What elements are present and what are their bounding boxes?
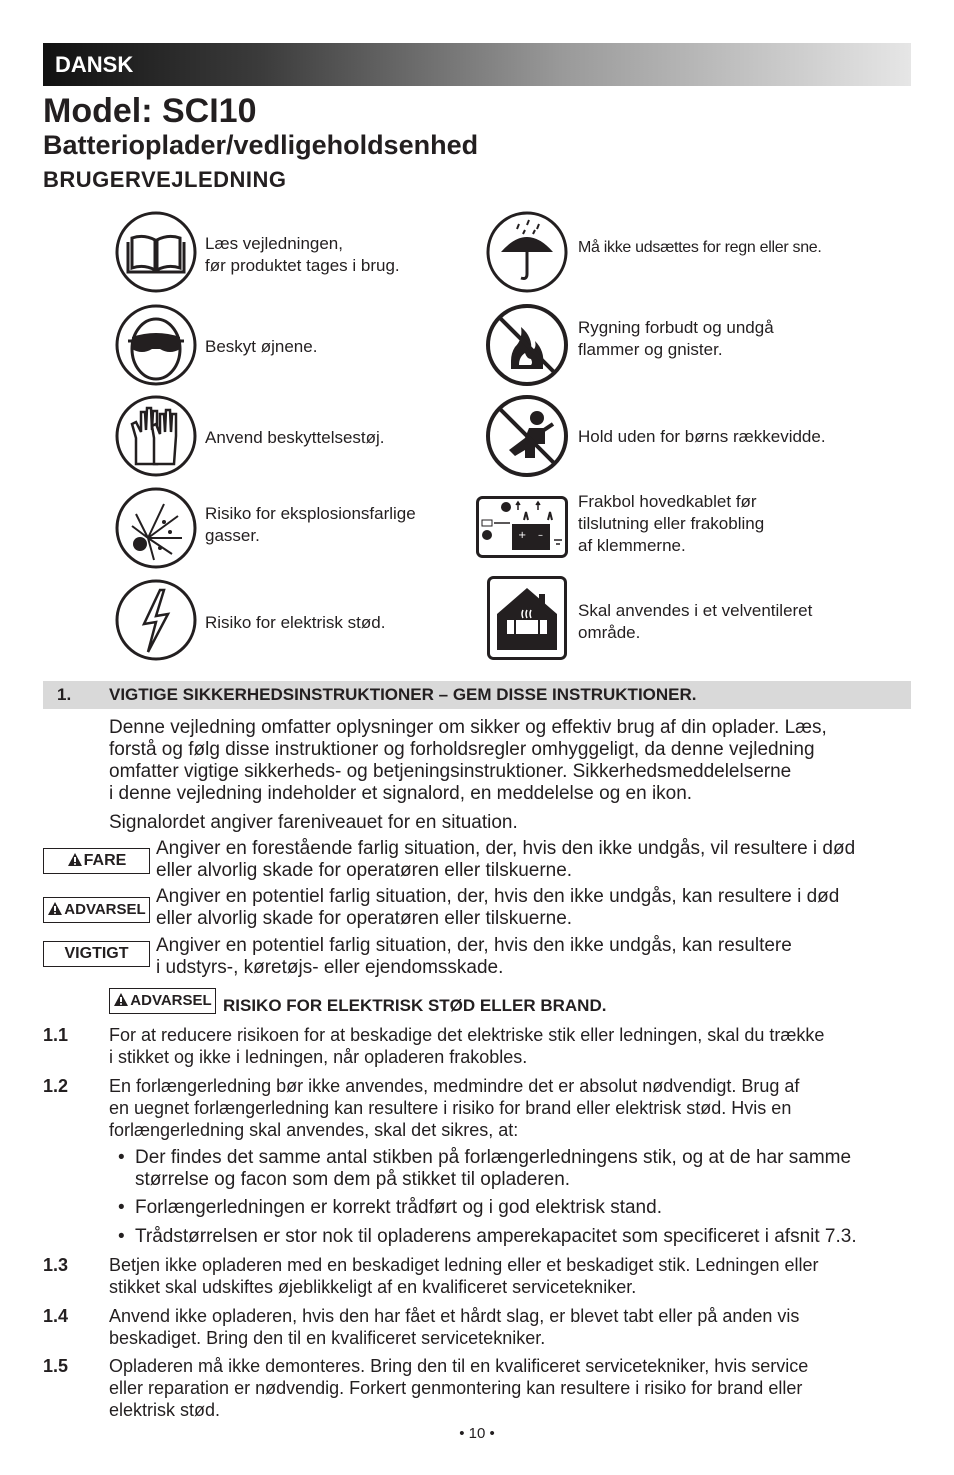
item-number: 1.2 — [43, 1076, 69, 1096]
item-number: 1.3 — [43, 1255, 69, 1275]
symbol-text: Skal anvendes i et velventileret område. — [578, 601, 813, 642]
section-title: VIGTIGE SIKKERHEDSINSTRUKTIONER – GEM DISSE INSTRUKTIONER. — [109, 685, 697, 704]
item-text: En forlængerledning bør ikke anvendes, medmindre det er absolut nødvendigt. Brug af en uegnet forlængerledning kan resultere i risiko for brand eller elektrisk stød. Hvis en forlængerledning skal anvendes, skal det sikres, at: — [109, 1076, 800, 1140]
warning-triangle-icon — [113, 992, 129, 1007]
read-manual-icon — [114, 210, 198, 294]
signal-intro: Signalordet angiver fareniveauet for en situation. — [109, 812, 518, 833]
item-text: Opladeren må ikke demonteres. Bring den til en kvalificeret servicetekniker, hvis service eller reparation er nødvendig. Forkert genmontering kan resultere i risiko for brand eller elektrisk stød. — [109, 1356, 809, 1420]
electric-shock-icon — [114, 578, 198, 662]
symbol-text: Frakbol hovedkablet før tilslutning eller frakobling af klemmerne. — [578, 492, 765, 555]
item-text: For at reducere risikoen for at beskadige det elektriske stik eller ledningen, skal du trække i stikket og ikke i ledningen, når opladeren frakobles. — [109, 1025, 825, 1067]
item-text: Anvend ikke opladeren, hvis den har fået et hårdt slag, er blevet tabt eller på anden vis beskadiget. Bring den til en kvalificeret servicetekniker. — [109, 1306, 800, 1348]
symbol-text: Må ikke udsættes for regn eller sne. — [578, 239, 822, 256]
symbol-text: Beskyt øjnene. — [205, 337, 318, 356]
item-number: 1.5 — [43, 1356, 69, 1376]
product-subtitle: Batterioplader/vedligeholdsenhed — [43, 130, 479, 160]
page-number: • 10 • — [459, 1425, 495, 1442]
svg-text:–: – — [538, 530, 543, 541]
item-number: 1.4 — [43, 1306, 69, 1326]
explosion-icon — [114, 486, 198, 570]
symbol-text: Rygning forbudt og undgå flammer og gnister. — [578, 318, 774, 359]
symbol-text: Anvend beskyttelsestøj. — [205, 428, 385, 447]
section-heading — [43, 681, 911, 709]
manual-title: BRUGERVEJLEDNING — [43, 167, 287, 192]
intro-paragraph: Denne vejledning omfatter oplysninger om sikker og effektiv brug af din oplader. Læs, forstå og følg disse instruktioner og forholdsregler omhyggeligt, da denne vejledning omfatter vigtige sikkerheds- og betjeningsinstruktioner. Sikkerhedsmeddelelserne i denne vejledning indeholder et signalord, en meddelelse og en ikon. — [109, 717, 827, 804]
symbol-text: Risiko for eksplosionsfarlige gasser. — [205, 504, 416, 545]
item-text: Betjen ikke opladeren med en beskadiget ledning eller et beskadiget stik. Ledningen eller stikket skal udskiftes øjeblikkeligt af en kvalificeret servicetekniker. — [109, 1255, 819, 1297]
disconnect-cable-icon — [476, 496, 568, 558]
ventilated-area-icon — [487, 576, 567, 660]
section-number: 1. — [57, 685, 72, 704]
advarsel-inline-label: ADVARSEL — [109, 988, 216, 1014]
language-bar — [43, 43, 911, 86]
symbol-text: Læs vejledningen, før produktet tages i brug. — [205, 234, 400, 275]
item-number: 1.1 — [43, 1025, 69, 1045]
vigtigt-label: VIGTIGT — [43, 941, 150, 967]
warning-triangle-icon — [47, 901, 63, 916]
vigtigt-text: Angiver en potentiel farlig situation, der, hvis den ikke undgås, kan resultere i udstyrs-, køretøjs- eller ejendomsskade. — [156, 935, 792, 978]
fare-text: Angiver en forestående farlig situation, der, hvis den ikke undgås, vil resultere i død eller alvorlig skade for operatøren eller tilskuerne. — [156, 838, 856, 881]
no-fire-icon — [485, 303, 569, 387]
umbrella-rain-icon — [485, 210, 569, 294]
eye-protection-icon — [114, 303, 198, 387]
svg-text:+: + — [518, 530, 527, 541]
gloves-icon — [114, 394, 198, 478]
warning-triangle-icon — [67, 852, 83, 867]
language-label: DANSK — [55, 52, 134, 77]
list-item: • Der findes det samme antal stikben på forlængerledningens stik, og at de har samme størrelse og facon som dem på stikket til opladeren. — [118, 1147, 852, 1190]
fare-label: FARE — [43, 848, 150, 874]
list-item: • Trådstørrelsen er stor nok til opladerens amperekapacitet som specificeret i afsnit 7.3. — [118, 1226, 857, 1247]
advarsel-label: ADVARSEL — [43, 897, 150, 923]
list-item: • Forlængerledningen er korrekt trådført og i god elektrisk stand. — [118, 1197, 662, 1218]
model-title: Model: SCI10 — [43, 92, 257, 130]
no-children-icon — [485, 394, 569, 478]
symbol-text: Risiko for elektrisk stød. — [205, 613, 386, 632]
symbol-text: Hold uden for børns rækkevidde. — [578, 427, 826, 446]
warning-heading: RISIKO FOR ELEKTRISK STØD ELLER BRAND. — [223, 996, 607, 1015]
advarsel-text: Angiver en potentiel farlig situation, der, hvis den ikke undgås, kan resultere i død eller alvorlig skade for operatøren eller tilskuerne. — [156, 886, 840, 929]
